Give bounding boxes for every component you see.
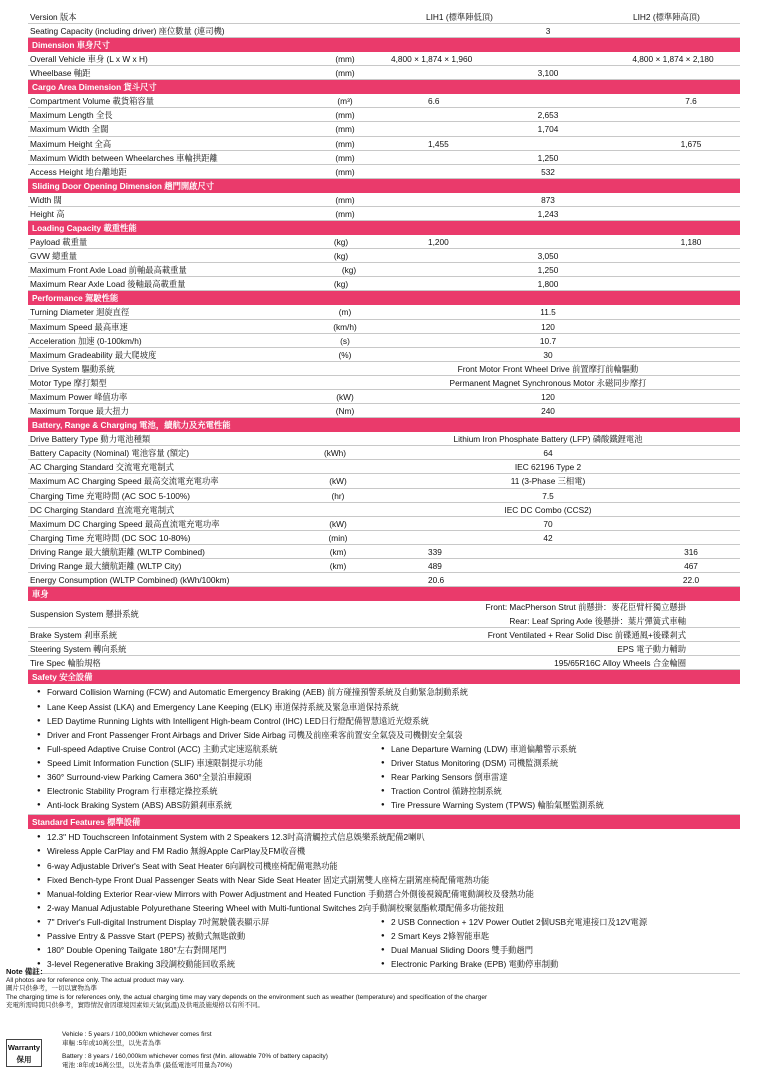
spec-row-overall bbox=[28, 52, 740, 66]
spec-unit: (mm) bbox=[335, 110, 355, 121]
version-col2: LIH2 (標準陣高頂) bbox=[633, 12, 700, 22]
spec-label: Acceleration 加速 (0-100km/h) bbox=[30, 335, 142, 346]
spec-row-ac-standard bbox=[28, 460, 740, 474]
spec-value: 42 bbox=[543, 532, 553, 543]
spec-unit: (kg) bbox=[333, 237, 349, 248]
spec-row-power bbox=[28, 390, 740, 404]
list-item: ● Forward Collision Warning (FCW) and Automatic Emergency Braking (AEB) 前方碰撞預警系統及自動緊急制動系統 bbox=[36, 685, 468, 699]
section-header-loading: Loading Capacity 載重性能 bbox=[28, 221, 740, 235]
section-header-dimension: Dimension 車身尺寸 bbox=[28, 38, 740, 52]
list-item: ● Speed Limit Information Function (SLIF) 車速限制提示功能 bbox=[36, 756, 263, 770]
list-item: ● Tire Pressure Warning System (TPWS) 輪胎氣壓監測系統 bbox=[380, 798, 604, 812]
spec-unit: (mm) bbox=[335, 124, 355, 135]
spec-label: Drive System 驅動系統 bbox=[30, 363, 115, 374]
spec-unit: (hr) bbox=[331, 490, 345, 501]
warranty-block bbox=[6, 1031, 426, 1071]
spec-label: Driving Range 最大續航距離 (WLTP City) bbox=[30, 561, 182, 571]
list-item: ● Fixed Bench-type Front Dual Passenger Seats with Near Side Seat Heater 固定式副駕雙人座椅左副駕座椅配備電熱功能 bbox=[36, 873, 489, 887]
section-header-cargo: Cargo Area Dimension 貨斗尺寸 bbox=[28, 80, 740, 94]
spec-value: 11.5 bbox=[540, 307, 556, 318]
spec-value-lih2: 316 bbox=[684, 546, 698, 557]
list-item: ● Dual Manual Sliding Doors 雙手動趟門 bbox=[380, 943, 533, 957]
list-item: ● Traction Control 循跡控制系統 bbox=[380, 784, 502, 798]
version-col1: LIH1 (標準陣低頂) bbox=[426, 12, 493, 22]
spec-label: Steering System 轉向系統 bbox=[30, 644, 127, 655]
list-item: ● Driver and Front Passenger Front Airbags and Driver Side Airbag 司機及前座乘客前置安全氣袋及司機側安全氣袋 bbox=[36, 728, 462, 742]
spec-value: Front Motor Front Wheel Drive 前置摩打前輪驅動 bbox=[457, 363, 639, 374]
spec-value-lih1: 1,200 bbox=[428, 237, 449, 248]
section-header-safety: Safety 安全設備 bbox=[28, 670, 740, 684]
notes-line: 充電所需時間只供參考，實際情況會因環境因素如天氣(氣溫)及供電設施規格以有所不同。 bbox=[6, 1002, 264, 1009]
warranty-label-en: Warranty bbox=[7, 1043, 41, 1052]
spec-row-gvw bbox=[28, 249, 740, 263]
spec-label: Wheelbase 軸距 bbox=[30, 68, 91, 79]
spec-label: Maximum Power 峰值功率 bbox=[30, 391, 128, 402]
notes-line: All photos are for reference only. The actual product may vary. bbox=[6, 976, 185, 984]
warranty-vehicle-en: Vehicle : 5 years / 100,000km whichever comes first bbox=[62, 1031, 212, 1038]
list-item: ● Anti-lock Braking System (ABS) ABS防鎖剎車系統 bbox=[36, 798, 232, 812]
spec-unit: (km) bbox=[329, 546, 347, 557]
version-header-row bbox=[28, 10, 740, 24]
list-item: ● 2 Smart Keys 2條智能車匙 bbox=[380, 929, 489, 943]
spec-row-energy bbox=[28, 573, 740, 587]
spec-row-brake bbox=[28, 628, 740, 642]
spec-row-battery-type bbox=[28, 432, 740, 446]
spec-label: Charging Time 充電時間 (AC SOC 5-100%) bbox=[30, 490, 190, 501]
warranty-label-zh: 保用 bbox=[16, 1055, 32, 1064]
spec-row-length bbox=[28, 108, 740, 122]
list-item: ● Electronic Stability Program 行車穩定操控系統 bbox=[36, 784, 218, 798]
spec-label: AC Charging Standard 交流電充電制式 bbox=[30, 462, 174, 473]
spec-row-tire bbox=[28, 656, 740, 670]
spec-unit: (m) bbox=[338, 307, 352, 318]
list-item: ● 180° Double Opening Tailgate 180°左右對開尾門 bbox=[36, 943, 226, 957]
list-item: ● 360° Surround-view Parking Camera 360°全景泊車鏡頭 bbox=[36, 770, 251, 784]
spec-label: Motor Type 摩打類型 bbox=[30, 377, 107, 388]
spec-label: Seating Capacity (including driver) 座位數量 (連司機) bbox=[30, 26, 225, 36]
spec-row-speed bbox=[28, 320, 740, 334]
spec-row-drive bbox=[28, 362, 740, 376]
list-item: ● Wireless Apple CarPlay and FM Radio 無線Apple CarPlay及FM收音機 bbox=[36, 844, 305, 858]
spec-value: IEC DC Combo (CCS2) bbox=[504, 504, 592, 515]
spec-value-lih2: 467 bbox=[684, 561, 698, 571]
spec-row-dc-time bbox=[28, 531, 740, 545]
spec-unit: (mm) bbox=[335, 194, 355, 205]
spec-value: 10.7 bbox=[539, 335, 557, 346]
warranty-label-box bbox=[6, 1039, 42, 1067]
standard-features-list bbox=[28, 829, 740, 974]
spec-label: Maximum Speed 最高車速 bbox=[30, 321, 128, 332]
spec-label: Maximum Height 全高 bbox=[30, 138, 112, 149]
spec-unit: (mm) bbox=[335, 138, 355, 149]
spec-unit: (mm) bbox=[335, 166, 355, 177]
spec-value: 70 bbox=[543, 518, 553, 529]
spec-unit: (mm) bbox=[335, 152, 355, 163]
spec-unit: (km/h) bbox=[333, 321, 357, 332]
spec-value: 240 bbox=[541, 406, 555, 417]
spec-label: Energy Consumption (WLTP Combined) (kWh/100km) bbox=[30, 575, 230, 586]
spec-label: Tire Spec 輪胎規格 bbox=[30, 658, 101, 669]
spec-row-dc-standard bbox=[28, 503, 740, 517]
spec-label: Access Height 地台離地距 bbox=[30, 166, 127, 177]
spec-value: 195/65R16C Alloy Wheels 合金輪圈 bbox=[554, 658, 686, 669]
spec-label: Width 闊 bbox=[30, 194, 62, 205]
version-label: Version 版本 bbox=[30, 12, 77, 22]
spec-value: 120 bbox=[541, 391, 555, 402]
spec-row-wheelbase bbox=[28, 66, 740, 80]
notes-line: 圖片只供參考，一切以實物為準 bbox=[6, 985, 97, 992]
spec-label: Maximum Torque 最大扭力 bbox=[30, 406, 129, 417]
spec-value: 1,800 bbox=[537, 279, 559, 290]
spec-row-volume bbox=[28, 94, 740, 108]
spec-row-suspension bbox=[28, 601, 740, 628]
spec-label: Maximum Rear Axle Load 後軸最高載重量 bbox=[30, 279, 186, 290]
spec-row-motor bbox=[28, 376, 740, 390]
spec-row-width bbox=[28, 122, 740, 136]
notes-block bbox=[6, 968, 746, 1011]
spec-label: Charging Time 充電時間 (DC SOC 10-80%) bbox=[30, 532, 191, 543]
spec-row-seating bbox=[28, 24, 740, 38]
spec-row-rear-axle bbox=[28, 277, 740, 291]
spec-value: 3,050 bbox=[537, 251, 559, 262]
spec-row-access bbox=[28, 165, 740, 179]
spec-unit: (Nm) bbox=[335, 406, 355, 417]
spec-value-lih2: 7.6 bbox=[685, 96, 697, 107]
spec-unit: (mm) bbox=[335, 68, 355, 79]
list-item: ● 12.3" HD Touchscreen Infotainment System with 2 Speakers 12.3吋高清觸控式信息娛樂系統配備2喇叭 bbox=[36, 830, 425, 844]
list-item: ● Manual-folding Exterior Rear-view Mirrors with Power Adjustment and Heated Function 手動摺合外側後視鏡配備電動調校及發熱功能 bbox=[36, 887, 534, 901]
spec-label: Brake System 剎車系統 bbox=[30, 630, 118, 641]
list-item: ● Full-speed Adaptive Cruise Control (ACC) 主動式定速巡航系統 bbox=[36, 742, 278, 756]
safety-list bbox=[28, 684, 740, 815]
spec-value-lih2: 22.0 bbox=[682, 575, 700, 586]
spec-unit: (kW) bbox=[336, 391, 354, 402]
list-item: ● Passive Entry & Passve Start (PEPS) 被動式無匙啟動 bbox=[36, 929, 245, 943]
spec-label: Suspension System 懸掛系統 bbox=[30, 609, 139, 620]
spec-row-torque bbox=[28, 404, 740, 418]
spec-sheet bbox=[28, 10, 740, 974]
warranty-vehicle-zh: 車輛 :5年或10萬公里，以先者為準 bbox=[62, 1039, 161, 1047]
spec-value: 3 bbox=[545, 26, 551, 36]
spec-unit: (%) bbox=[338, 349, 352, 360]
spec-unit: (mm) bbox=[335, 54, 355, 65]
spec-value: 2,653 bbox=[537, 110, 559, 121]
spec-row-battery-capacity bbox=[28, 446, 740, 460]
notes-title: Note 備註： bbox=[6, 967, 48, 976]
notes-line: The charging time is for references only, the actual charging time may vary depends on the environment such as weather (temperature) and specification of the charger bbox=[6, 993, 488, 1001]
spec-label: Maximum Width between Wheelarches 車輪拱距離 bbox=[30, 152, 218, 163]
spec-label: Turning Diameter 迴旋直徑 bbox=[30, 307, 130, 318]
spec-label: DC Charging Standard 直流電充電制式 bbox=[30, 504, 175, 515]
section-header-sliding: Sliding Door Opening Dimension 趟門開啟尺寸 bbox=[28, 179, 740, 193]
section-header-performance: Performance 駕駛性能 bbox=[28, 291, 740, 305]
spec-unit: (kW) bbox=[329, 476, 347, 487]
list-item: ● 2 USB Connection + 12V Power Outlet 2個USB充電連接口及12V電源 bbox=[380, 915, 647, 929]
spec-label: GVW 總重量 bbox=[30, 251, 78, 262]
warranty-battery-en: Battery : 8 years / 160,000km whichever comes first (Min. allowable 70% of battery capacity) bbox=[62, 1053, 328, 1060]
spec-unit: (kg) bbox=[333, 251, 349, 262]
spec-row-range-city bbox=[28, 559, 740, 573]
spec-label: Drive Battery Type 動力電池種類 bbox=[30, 434, 151, 445]
spec-value-lih1: 1,455 bbox=[428, 138, 449, 149]
spec-value: Front Ventilated + Rear Solid Disc 前碟通風+後碟剎式 bbox=[487, 630, 686, 641]
spec-label: Maximum Front Axle Load 前軸最高載重量 bbox=[30, 265, 187, 276]
spec-row-ac-time bbox=[28, 489, 740, 503]
spec-row-accel bbox=[28, 334, 740, 348]
spec-unit: (min) bbox=[328, 532, 348, 543]
spec-value-lih1: 20.6 bbox=[428, 575, 445, 586]
spec-row-ac-speed bbox=[28, 474, 740, 488]
spec-label: Maximum Width 全闊 bbox=[30, 124, 109, 135]
spec-value: 1,243 bbox=[537, 208, 559, 219]
spec-label: Payload 載重量 bbox=[30, 237, 88, 248]
section-header-body: 車身 bbox=[28, 587, 740, 601]
spec-unit: (mm) bbox=[335, 208, 355, 219]
spec-value: 532 bbox=[541, 166, 555, 177]
spec-value: 1,250 bbox=[537, 265, 559, 276]
list-item: ● Lane Keep Assist (LKA) and Emergency Lane Keeping (ELK) 車道保持系統及緊急車道保持系統 bbox=[36, 700, 399, 714]
spec-label: Overall Vehicle 車身 (L x W x H) bbox=[30, 54, 148, 65]
spec-label: Maximum AC Charging Speed 最高交流電充電功率 bbox=[30, 476, 219, 487]
spec-label: Compartment Volume 載貨箱容量 bbox=[30, 96, 155, 107]
spec-value: Permanent Magnet Synchronous Motor 永磁同步摩打 bbox=[449, 377, 647, 388]
spec-unit: (kW) bbox=[329, 518, 347, 529]
spec-value: 7.5 bbox=[542, 490, 554, 501]
spec-value: 1,704 bbox=[537, 124, 559, 135]
spec-value-lih1: 339 bbox=[428, 546, 442, 557]
spec-value: 3,100 bbox=[537, 68, 559, 79]
spec-label: Height 高 bbox=[30, 208, 65, 219]
list-item: ● 6-way Adjustable Driver's Seat with Seat Heater 6向調校司機座椅配備電熱功能 bbox=[36, 859, 338, 873]
spec-label: Driving Range 最大續航距離 (WLTP Combined) bbox=[30, 546, 205, 557]
spec-row-wheelarch bbox=[28, 151, 740, 165]
spec-unit: (km) bbox=[329, 561, 347, 571]
spec-row-turning bbox=[28, 305, 740, 319]
section-header-battery: Battery, Range & Charging 電池，續航力及充電性能 bbox=[28, 418, 740, 432]
spec-value-lih2: 1,675 bbox=[680, 138, 702, 149]
spec-value: IEC 62196 Type 2 bbox=[514, 462, 582, 473]
spec-unit: (kWh) bbox=[323, 448, 347, 459]
spec-label: Maximum DC Charging Speed 最高直流電充電功率 bbox=[30, 518, 220, 529]
list-item: ● 7" Driver's Full-digital Instrument Display 7吋駕駛儀表顯示屏 bbox=[36, 915, 269, 929]
spec-unit: (m³) bbox=[337, 96, 353, 107]
list-item: ● Lane Departure Warning (LDW) 車道偏離警示系統 bbox=[380, 742, 577, 756]
list-item: ● Electronic Parking Brake (EPB) 電動停車制動 bbox=[380, 957, 558, 971]
spec-label: Maximum Gradeability 最大爬坡度 bbox=[30, 349, 157, 360]
spec-value-lih1: 6.6 bbox=[428, 96, 440, 107]
spec-value: 30 bbox=[543, 349, 553, 360]
spec-value-lih1: 4,800 × 1,874 × 1,960 bbox=[391, 54, 473, 65]
list-item: ● Driver Status Monitoring (DSM) 司機監測系統 bbox=[380, 756, 558, 770]
spec-unit: (s) bbox=[340, 335, 350, 346]
warranty-battery-zh: 電池 :8年或16萬公里，以先者為準 (最低電池可用量為70%) bbox=[62, 1061, 233, 1069]
spec-row-door-width bbox=[28, 193, 740, 207]
spec-value-rear: Rear: Leaf Spring Axle 後懸掛：葉片彈簧式車軸 bbox=[509, 616, 686, 627]
spec-row-dc-speed bbox=[28, 517, 740, 531]
spec-value: 120 bbox=[541, 321, 555, 332]
spec-row-payload bbox=[28, 235, 740, 249]
spec-value: 1,250 bbox=[537, 152, 559, 163]
warranty-details bbox=[62, 1031, 328, 1070]
spec-row-door-height bbox=[28, 207, 740, 221]
spec-value-lih1: 489 bbox=[428, 561, 442, 571]
spec-label: Maximum Length 全長 bbox=[30, 110, 113, 121]
spec-value: Lithium Iron Phosphate Battery (LFP) 磷酸鐵鋰電池 bbox=[453, 434, 643, 445]
spec-row-front-axle bbox=[28, 263, 740, 277]
spec-row-height bbox=[28, 137, 740, 151]
spec-value-lih2: 1,180 bbox=[680, 237, 702, 248]
spec-value-lih2: 4,800 × 1,874 × 2,180 bbox=[632, 54, 714, 65]
spec-unit: (kg) bbox=[341, 265, 357, 276]
list-item: ● LED Daytime Running Lights with Intelligent High-beam Control (IHC) LED日行燈配備智慧遠近光燈系統 bbox=[36, 714, 429, 728]
list-item: ● 2-way Manual Adjustable Polyurethane Steering Wheel with Multi-funtional Switches 2向手動調校聚氨酯軟環配備多功能按鈕 bbox=[36, 901, 504, 915]
spec-value: 873 bbox=[541, 194, 555, 205]
spec-value: EPS 電子動力輔助 bbox=[617, 644, 686, 655]
spec-value: 11 (3-Phase 三相電) bbox=[510, 476, 586, 487]
spec-row-range-combined bbox=[28, 545, 740, 559]
spec-row-steering bbox=[28, 642, 740, 656]
list-item: ● 3-level Regenerative Braking 3段調校動能回收系統 bbox=[36, 957, 235, 971]
section-header-standard: Standard Features 標準設備 bbox=[28, 815, 740, 829]
spec-unit: (kg) bbox=[333, 279, 349, 290]
spec-row-grade bbox=[28, 348, 740, 362]
list-item: ● Rear Parking Sensors 倒車雷達 bbox=[380, 770, 508, 784]
spec-value-front: Front: MacPherson Strut 前懸掛：麥花臣臂杆獨立懸掛 bbox=[485, 602, 686, 613]
spec-value: 64 bbox=[543, 448, 553, 459]
spec-label: Battery Capacity (Nominal) 電池容量 (額定) bbox=[30, 448, 190, 459]
